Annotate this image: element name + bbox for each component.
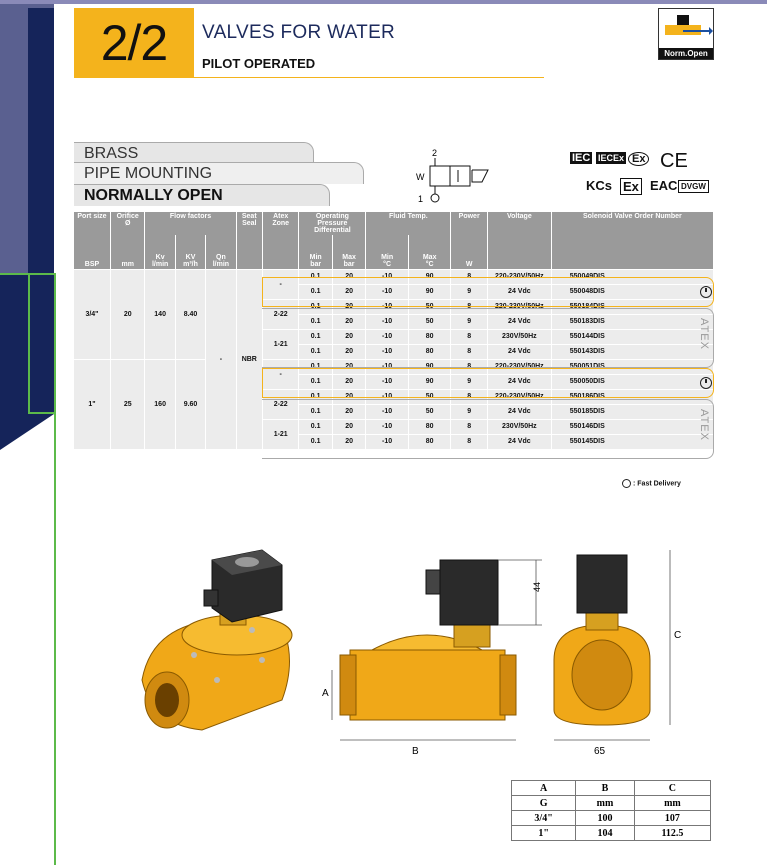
blank-cell [487, 235, 551, 269]
valve-front-view [322, 560, 542, 757]
voltage-cell: 24 Vdc [487, 434, 551, 449]
pressure-min-cell: 0.1 [299, 314, 332, 329]
atex-zone-cell: 2-22 [262, 299, 298, 329]
dims-cell: 3/4" [512, 811, 576, 826]
order-number-cell: 550051DIS [551, 359, 713, 374]
unit-KV [175, 235, 205, 269]
dims-cell: 100 [576, 811, 635, 826]
col-pressure: Operating Pressure Differential [299, 212, 366, 235]
order-number-cell: 550183DIS [551, 314, 713, 329]
power-cell: 8 [451, 359, 487, 374]
unit-kv [145, 235, 175, 269]
power-cell: 9 [451, 404, 487, 419]
unit-pmax [332, 235, 365, 269]
temp-min-cell: -10 [366, 314, 409, 329]
power-cell: 8 [451, 419, 487, 434]
ce-mark: CE [660, 150, 688, 172]
temp-max-cell: 90 [408, 359, 451, 374]
col-atex: Atex Zone [262, 212, 298, 235]
temp-min-cell: -10 [366, 374, 409, 389]
temp-max-cell: 80 [408, 329, 451, 344]
certification-marks [570, 150, 710, 210]
temp-min-cell: -10 [366, 269, 409, 284]
order-number-cell: 550185DIS [551, 404, 713, 419]
temp-min-cell: -10 [366, 299, 409, 314]
max-label: Max [422, 253, 437, 261]
pressure-max-cell: 20 [332, 299, 365, 314]
temp-max-cell: 80 [408, 419, 451, 434]
dims-cell: A [512, 781, 576, 796]
sidebar-notch [0, 414, 54, 450]
atex-zone-cell: - [262, 359, 298, 389]
title-rule [194, 77, 544, 78]
valve-drawing [122, 530, 722, 780]
table-header-row [74, 212, 714, 235]
atex-group-box [262, 308, 714, 368]
page-subtitle: PILOT OPERATED [202, 56, 316, 71]
dims-cell: B [576, 781, 635, 796]
col-port-size: Port size [74, 212, 110, 235]
green-rule [28, 274, 30, 414]
pressure-min-cell: 0.1 [299, 299, 332, 314]
kv-cell: 160 [145, 359, 175, 449]
dvgw-mark: DVGW [678, 180, 709, 193]
unit-tmax [408, 235, 451, 269]
fast-delivery-highlight [262, 277, 714, 307]
temp-max-cell: 90 [408, 284, 451, 299]
temp-min-cell: -10 [366, 329, 409, 344]
temp-max-cell: 80 [408, 344, 451, 359]
section-label: NORMALLY OPEN [84, 187, 223, 204]
dims-cell: 112.5 [634, 826, 710, 841]
order-number-cell: 550048DIS [551, 284, 713, 299]
temp-min-cell: -10 [366, 389, 409, 404]
pressure-max-cell: 20 [332, 344, 365, 359]
voltage-cell: 24 Vdc [487, 284, 551, 299]
fast-delivery-highlight [262, 368, 714, 398]
clock-icon [700, 377, 712, 389]
col-orifice-symbol: Ø [124, 220, 131, 227]
col-orifice [110, 212, 144, 235]
spring-label: W [416, 172, 425, 182]
power-cell: 8 [451, 299, 487, 314]
power-cell: 8 [451, 329, 487, 344]
power-cell: 9 [451, 284, 487, 299]
blank-cell [236, 235, 262, 269]
valve-type-number: 2/2 [74, 8, 194, 78]
qn-label: Qn [216, 253, 226, 261]
dims-cell: mm [576, 796, 635, 811]
temp-max-cell: 50 [408, 299, 451, 314]
min-label: Min [309, 253, 322, 261]
pressure-max-cell: 20 [332, 284, 365, 299]
order-number-cell: 550144DIS [551, 329, 713, 344]
section-material [74, 142, 314, 164]
pressure-min-cell: 0.1 [299, 434, 332, 449]
blank-cell [551, 235, 713, 269]
dim-65: 65 [594, 746, 606, 757]
dim-a: A [322, 688, 329, 699]
temp-max-cell: 50 [408, 314, 451, 329]
dims-row [512, 796, 711, 811]
col-orifice-label: Orifice [116, 213, 139, 220]
atex-zone-cell: 2-22 [262, 389, 298, 419]
seat-seal-cell: NBR [236, 269, 262, 449]
voltage-cell: 230V/50Hz [487, 419, 551, 434]
qn-cell: - [206, 269, 236, 449]
pressure-min-cell: 0.1 [299, 344, 332, 359]
ex-mark: Ex [628, 152, 649, 166]
pressure-max-cell: 20 [332, 329, 365, 344]
order-number-cell: 550050DIS [551, 374, 713, 389]
pressure-max-cell: 20 [332, 389, 365, 404]
order-number-cell: 550146DIS [551, 419, 713, 434]
pressure-max-cell: 20 [332, 404, 365, 419]
temp-max-cell: 90 [408, 374, 451, 389]
kv-cell: 140 [145, 269, 175, 359]
atex-zone-cell: - [262, 269, 298, 299]
valve-3d-illustration [142, 550, 292, 730]
power-cell: 9 [451, 374, 487, 389]
pressure-min-cell: 0.1 [299, 359, 332, 374]
atex-label: ATEX [698, 409, 710, 441]
max-label: Max [342, 253, 356, 261]
c-unit: °C [425, 260, 434, 268]
section-label: PIPE MOUNTING [84, 165, 213, 182]
ex-box-mark: Ex [620, 178, 642, 195]
pressure-min-cell: 0.1 [299, 374, 332, 389]
section-label: BRASS [84, 145, 139, 162]
order-number-cell: 550145DIS [551, 434, 713, 449]
clock-icon [700, 286, 712, 298]
temp-min-cell: -10 [366, 284, 409, 299]
dim-c: C [674, 630, 682, 641]
valve-side-view [554, 550, 681, 757]
badge-label: Norm.Open [659, 48, 713, 59]
KV-cell: 8.40 [175, 269, 205, 359]
voltage-cell: 24 Vdc [487, 374, 551, 389]
temp-min-cell: -10 [366, 404, 409, 419]
dims-row [512, 811, 711, 826]
dims-cell: C [634, 781, 710, 796]
order-number-cell: 550143DIS [551, 344, 713, 359]
port-1-label: 1 [418, 194, 424, 204]
section-mounting [74, 162, 364, 184]
power-cell: 9 [451, 314, 487, 329]
power-cell: 8 [451, 434, 487, 449]
normally-open-badge [658, 8, 714, 60]
green-rule [54, 274, 56, 865]
page-title: VALVES FOR WATER [202, 22, 396, 43]
fast-delivery-legend [622, 479, 681, 488]
bar-unit: bar [310, 260, 322, 268]
port-2-label: 2 [432, 148, 438, 158]
temp-max-cell: 50 [408, 389, 451, 404]
atex-zone-cell: 1-21 [262, 329, 298, 359]
order-number-cell: 550186DIS [551, 389, 713, 404]
unit-bsp: BSP [74, 235, 110, 269]
unit-qn [206, 235, 236, 269]
sidebar-band-lower [0, 274, 54, 414]
orifice-cell: 20 [110, 269, 144, 359]
dimensions-table [511, 780, 711, 841]
pressure-min-cell: 0.1 [299, 269, 332, 284]
dims-cell: G [512, 796, 576, 811]
iecex-mark: IECEx [598, 153, 625, 163]
eac-mark: EAC [650, 178, 678, 193]
atex-group-box [262, 399, 714, 459]
qn-unit: l/min [212, 260, 230, 268]
orifice-cell: 25 [110, 359, 144, 449]
sidebar-band [0, 4, 54, 274]
temp-min-cell: -10 [366, 344, 409, 359]
col-power: Power [451, 212, 487, 235]
port-size-cell: 1" [74, 359, 110, 449]
unit-mm: mm [110, 235, 144, 269]
kv-unit: l/min [151, 260, 169, 268]
voltage-cell: 230V/50Hz [487, 329, 551, 344]
table-subheader-row [74, 235, 714, 269]
pressure-max-cell: 20 [332, 359, 365, 374]
dim-44: 44 [532, 581, 542, 592]
top-rule [0, 0, 767, 4]
pressure-min-cell: 0.1 [299, 404, 332, 419]
power-cell: 8 [451, 389, 487, 404]
fast-delivery-text: : Fast Delivery [633, 480, 681, 488]
bar-unit: bar [343, 260, 355, 268]
KV-label: KV [185, 253, 196, 261]
voltage-cell: 220-230V/50Hz [487, 359, 551, 374]
col-temp: Fluid Temp. [366, 212, 451, 235]
pressure-max-cell: 20 [332, 314, 365, 329]
temp-min-cell: -10 [366, 419, 409, 434]
blank-cell [262, 235, 298, 269]
kv-label: Kv [155, 253, 165, 261]
dims-cell: 104 [576, 826, 635, 841]
dims-body [512, 781, 711, 841]
pressure-max-cell: 20 [332, 269, 365, 284]
pressure-max-cell: 20 [332, 434, 365, 449]
dims-cell: 1" [512, 826, 576, 841]
pressure-min-cell: 0.1 [299, 419, 332, 434]
dims-cell: mm [634, 796, 710, 811]
iec-mark: IEC [572, 152, 591, 164]
pressure-min-cell: 0.1 [299, 329, 332, 344]
valve-symbol-icon [659, 9, 713, 47]
temp-max-cell: 80 [408, 434, 451, 449]
pressure-min-cell: 0.1 [299, 389, 332, 404]
unit-tmin [366, 235, 409, 269]
unit-w: W [451, 235, 487, 269]
power-cell: 8 [451, 269, 487, 284]
clock-icon [622, 479, 631, 488]
col-order: Solenoid Valve Order Number [551, 212, 713, 235]
dims-row [512, 826, 711, 841]
col-seat-seal: Seat Seal [236, 212, 262, 235]
voltage-cell: 220-230V/50Hz [487, 269, 551, 284]
power-cell: 8 [451, 344, 487, 359]
voltage-cell: 24 Vdc [487, 314, 551, 329]
voltage-cell: 24 Vdc [487, 344, 551, 359]
KV-unit: m³/h [183, 260, 198, 268]
c-unit: °C [383, 260, 392, 268]
col-voltage: Voltage [487, 212, 551, 235]
temp-max-cell: 50 [408, 404, 451, 419]
voltage-cell: 24 Vdc [487, 404, 551, 419]
green-rule [28, 412, 56, 414]
section-function [74, 184, 330, 206]
col-flow: Flow factors [145, 212, 236, 235]
voltage-cell: 220-230V/50Hz [487, 299, 551, 314]
min-label: Min [381, 253, 394, 261]
valve-schematic-icon [400, 148, 500, 204]
temp-min-cell: -10 [366, 359, 409, 374]
atex-zone-cell: 1-21 [262, 419, 298, 449]
temp-min-cell: -10 [366, 434, 409, 449]
temp-max-cell: 90 [408, 269, 451, 284]
dim-b: B [412, 746, 419, 757]
atex-label: ATEX [698, 318, 710, 350]
sidebar-band-dark [28, 8, 54, 274]
port-size-cell: 3/4" [74, 269, 110, 359]
pressure-max-cell: 20 [332, 419, 365, 434]
order-number-cell: 550049DIS [551, 269, 713, 284]
pressure-max-cell: 20 [332, 374, 365, 389]
kcs-mark: KCs [586, 178, 613, 193]
unit-pmin [299, 235, 332, 269]
voltage-cell: 220-230V/50Hz [487, 389, 551, 404]
dims-row [512, 781, 711, 796]
KV-cell: 9.60 [175, 359, 205, 449]
order-number-cell: 550184DIS [551, 299, 713, 314]
dims-cell: 107 [634, 811, 710, 826]
pressure-min-cell: 0.1 [299, 284, 332, 299]
